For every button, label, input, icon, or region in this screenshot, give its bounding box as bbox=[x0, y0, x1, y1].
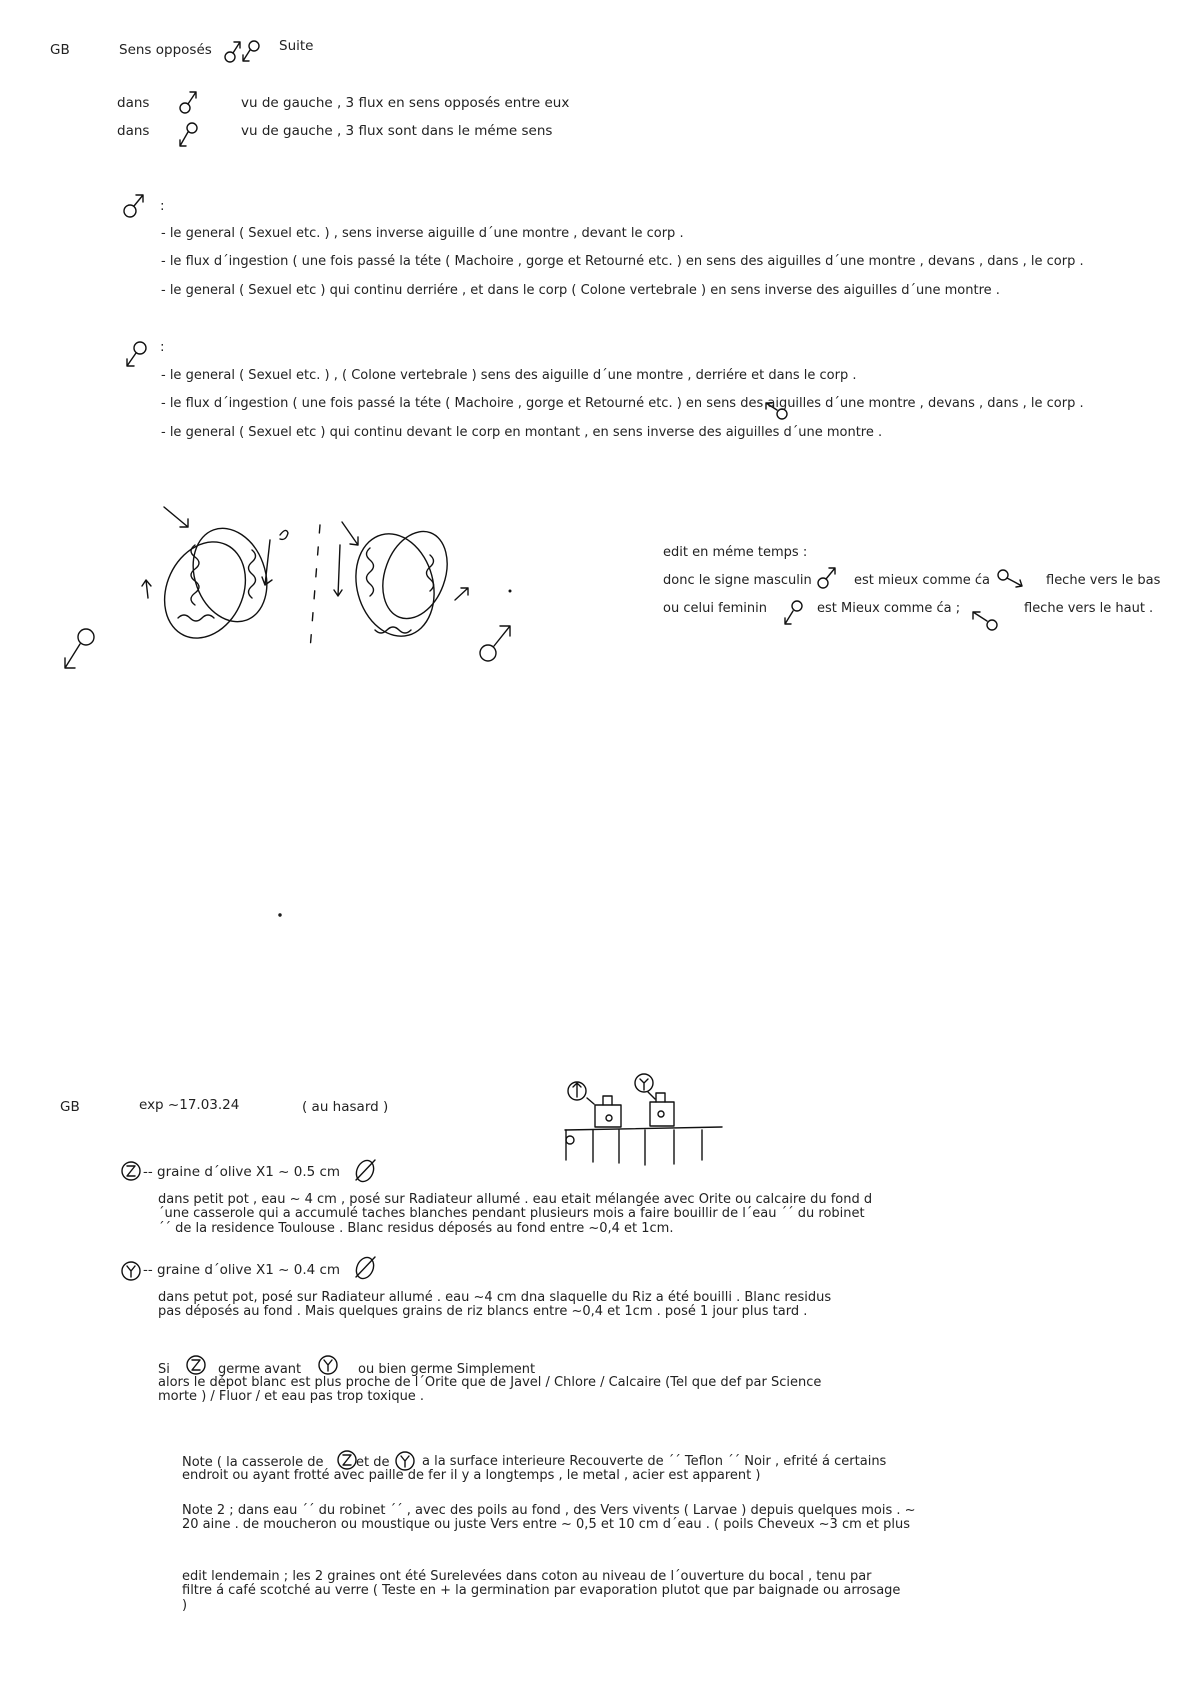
note1-a: Note ( la casserole de bbox=[182, 1455, 324, 1470]
edit-line-2a: donc le signe masculin bbox=[663, 573, 812, 588]
edit-line-3a: ou celui feminin bbox=[663, 601, 768, 616]
page2-code: GB bbox=[60, 1099, 80, 1115]
suite-label: Suite bbox=[279, 38, 314, 54]
page-title: Sens opposés bbox=[119, 42, 212, 58]
female-reversed-icon bbox=[127, 342, 146, 366]
female-reversed-icon bbox=[180, 123, 197, 146]
z-text: dans petit pot , eau ~ 4 cm , posé sur Radiateur allumé . eau etait mélangée avec Orite ou calcaire du fond d´une casserole qui a accumulé taches blanches pendant plusieurs mois a faire bouillir de l´eau ´´ du robinet ´´ de la residence Toulouse . Blanc residus déposés au fond entre ~0,4 et 1cm. bbox=[158, 1192, 873, 1236]
female-reversed-icon bbox=[785, 601, 802, 624]
male-symbol-icon bbox=[818, 568, 835, 588]
si-line-2: alors le dépot blanc est plus proche de l´Orite que de Javel / Chlore / Calcaire (Tel que def par Science morte ) / Fluor / et eau pas trop toxique . bbox=[158, 1375, 822, 1405]
page-code: GB bbox=[50, 42, 70, 58]
hasard-note: ( au hasard ) bbox=[302, 1099, 389, 1115]
male-item-3: - le general ( Sexuel etc ) qui continu derriére , et dans le corp ( Colone vertebrale ) en sens inverse des aiguilles d´une montre . bbox=[161, 283, 1000, 298]
si-b: germe avant bbox=[218, 1362, 302, 1377]
edit-line-3b: est Mieux comme ća ; bbox=[817, 601, 961, 616]
male-symbol-icon bbox=[180, 92, 196, 113]
female-item-2: - le flux d´ingestion ( une fois passé la téte ( Machoire , gorge et Retourné etc. ) en sens des aiguilles d´une montre , devans , dans , le corp . bbox=[161, 396, 1084, 411]
circled-z-icon bbox=[187, 1356, 205, 1374]
female-item-1: - le general ( Sexuel etc. ) , ( Colone vertebrale ) sens des aiguille d´une montre , derriére et dans le corp . bbox=[161, 368, 857, 383]
circled-y-icon bbox=[122, 1262, 140, 1280]
seed-sketch-icon bbox=[353, 1158, 377, 1185]
male-colon: : bbox=[160, 198, 165, 214]
flux-loop-sketch bbox=[334, 522, 468, 645]
female-reversed-icon bbox=[65, 629, 94, 668]
y-text: dans petut pot, posé sur Radiateur allumé . eau ~4 cm dna slaquelle du Riz a été bouilli . Blanc residus pas déposés au fond . Mais quelques grains de riz blancs entre ~0,4 et 1cm . posé 1 jour plus tard . bbox=[158, 1290, 832, 1320]
male-symbol-icon bbox=[225, 42, 240, 62]
male-item-1: - le general ( Sexuel etc. ) , sens inverse aiguille d´une montre , devant le corp . bbox=[161, 226, 684, 241]
y-heading: -- graine d´olive X1 ~ 0.4 cm bbox=[143, 1262, 341, 1278]
edit-line-2c: fleche vers le bas bbox=[1046, 573, 1161, 588]
pots-on-radiator-sketch bbox=[565, 1074, 722, 1165]
seed-sketch-icon bbox=[353, 1255, 377, 1282]
row2-text: vu de gauche , 3 flux sont dans le méme sens bbox=[241, 123, 553, 139]
circled-z-icon bbox=[122, 1162, 140, 1180]
female-item-3: - le general ( Sexuel etc ) qui continu devant le corp en montant , en sens inverse des aiguilles d´une montre . bbox=[161, 425, 883, 440]
female-up-arrow-icon bbox=[973, 612, 997, 630]
row1-text: vu de gauche , 3 flux en sens opposés entre eux bbox=[241, 95, 570, 111]
male-item-2: - le flux d´ingestion ( une fois passé la téte ( Machoire , gorge et Retourné etc. ) en sens des aiguilles d´une montre , devans , dans , le corp . bbox=[161, 254, 1084, 269]
edit-line-2b: est mieux comme ća bbox=[854, 573, 991, 588]
edit-line-3c: fleche vers le haut . bbox=[1024, 601, 1154, 616]
note1-b: et de bbox=[356, 1455, 390, 1470]
exp-date: exp ~17.03.24 bbox=[139, 1097, 240, 1113]
flux-loop-sketch bbox=[142, 507, 288, 651]
male-symbol-icon bbox=[480, 626, 510, 661]
row1-dans: dans bbox=[117, 95, 150, 111]
si-c: ou bien germe Simplement bbox=[358, 1362, 536, 1377]
male-symbol-icon bbox=[124, 195, 143, 217]
female-reversed-icon bbox=[243, 41, 259, 61]
circled-y-icon bbox=[319, 1356, 337, 1374]
z-heading: -- graine d´olive X1 ~ 0.5 cm bbox=[143, 1164, 341, 1180]
row2-dans: dans bbox=[117, 123, 150, 139]
si-a: Si bbox=[158, 1362, 170, 1377]
edit-lendemain: edit lendemain ; les 2 graines ont été Surelevées dans coton au niveau de l´ouverture du bocal , tenu par filtre á café scotché au verre ( Teste en + la germination par evaporation plutot que par baignade ou arrosage ) bbox=[182, 1569, 901, 1613]
edit-line-1: edit en méme temps : bbox=[663, 545, 808, 560]
female-colon: : bbox=[160, 339, 165, 355]
male-down-arrow-icon bbox=[998, 570, 1022, 587]
note1-c: a la surface interieure Recouverte de ´´ Teflon ´´ Noir , efrité á certains endroit ou ayant frotté avec paille de fer il y a longtemps , le metal , acier est apparent ) bbox=[182, 1454, 887, 1484]
note2: Note 2 ; dans eau ´´ du robinet ´´ , avec des poils au fond , des Vers vivents ( Larvae ) depuis quelques mois . ~ 20 aine . de moucheron ou moustique ou juste Vers entre ~ 0,5 et 10 cm d´eau . ( poils Cheveux ~3 cm et plus bbox=[182, 1503, 916, 1533]
